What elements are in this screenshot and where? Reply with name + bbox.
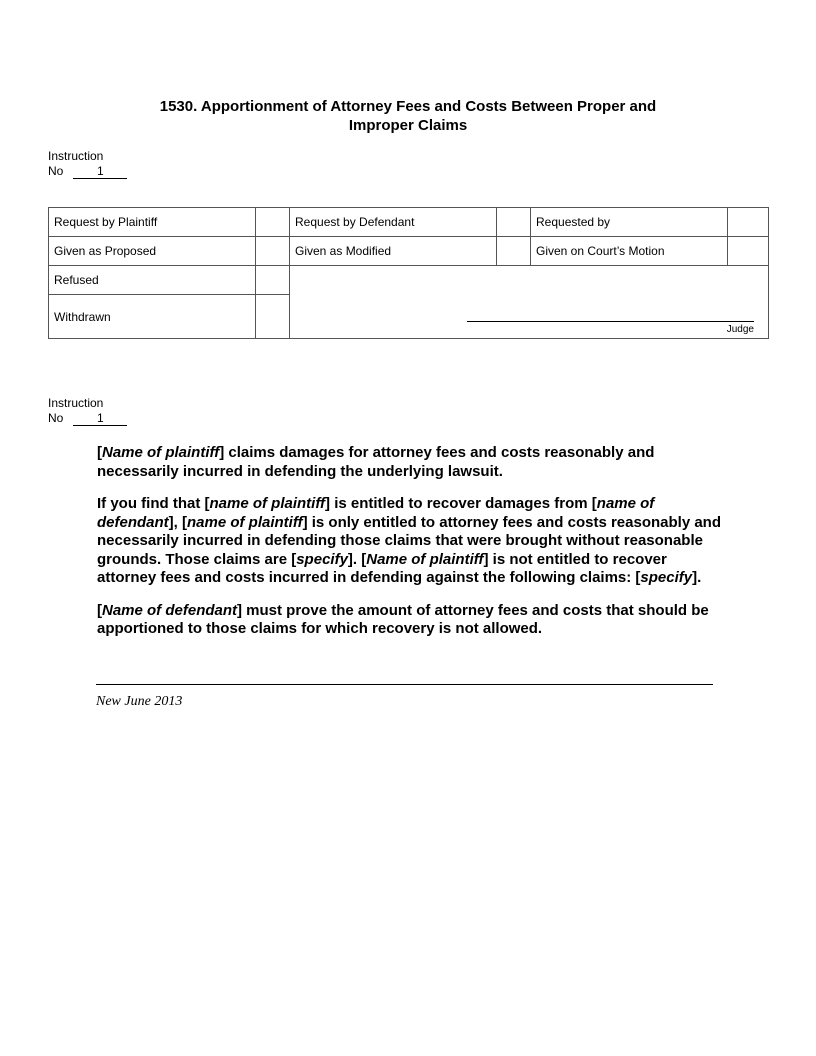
withdrawn-label: Withdrawn <box>49 295 256 339</box>
table-row <box>49 208 769 237</box>
instruction-number-bottom <box>48 396 127 426</box>
page-title <box>140 97 676 135</box>
instruction-number-field[interactable]: 1 <box>73 412 127 426</box>
instruction-label: Instruction <box>48 149 104 163</box>
request-by-plaintiff-checkbox[interactable] <box>256 208 290 237</box>
history-note: New June 2013 <box>96 694 183 709</box>
given-on-courts-motion-label: Given on Court’s Motion <box>531 237 728 266</box>
refused-label: Refused <box>49 266 256 295</box>
paragraph-2: If you find that [name of plaintiff] is entitled to recover damages from [name of defendant], [name of plaintiff] is only entitled to attorney fees and costs reasonably and necessarily incurred in defending those claims that were brought without reasonable grounds. Those claims are [specify]. [Name of plaintiff] is not entitled to recover attorney fees and costs incurred in defending against the following claims: [specify]. <box>97 495 721 586</box>
withdrawn-checkbox[interactable] <box>256 295 290 339</box>
instruction-number-top <box>48 149 127 179</box>
placeholder-text: name of plaintiff <box>209 495 326 512</box>
paragraph-1: [Name of plaintiff] claims damages for attorney fees and costs reasonably and necessarily incurred in defending the underlying lawsuit. <box>97 444 655 480</box>
given-as-proposed-label: Given as Proposed <box>49 237 256 266</box>
request-by-defendant-label: Request by Defendant <box>290 208 497 237</box>
given-as-modified-label: Given as Modified <box>290 237 497 266</box>
no-label: No <box>48 164 64 178</box>
refused-checkbox[interactable] <box>256 266 290 295</box>
given-as-modified-checkbox[interactable] <box>497 237 531 266</box>
section-divider <box>96 684 713 685</box>
instruction-body <box>97 444 722 653</box>
placeholder-text: Name of plaintiff <box>102 444 220 461</box>
instruction-label: Instruction <box>48 396 104 410</box>
paragraph-3: [Name of defendant] must prove the amount of attorney fees and costs that should be apportioned to those claims for which recovery is not allowed. <box>97 601 709 637</box>
judge-signature-area <box>290 266 769 339</box>
requested-by-label: Requested by <box>531 208 728 237</box>
title-line-1: 1530. Apportionment of Attorney Fees and Costs Between Proper and <box>159 98 657 115</box>
no-label: No <box>48 411 64 425</box>
placeholder-text: name of plaintiff <box>187 513 303 531</box>
request-by-plaintiff-label: Request by Plaintiff <box>49 208 256 237</box>
judge-signature-line[interactable] <box>467 321 754 322</box>
table-row <box>49 266 769 295</box>
table-row <box>49 237 769 266</box>
request-by-defendant-checkbox[interactable] <box>497 208 531 237</box>
placeholder-text: specify <box>296 550 348 568</box>
placeholder-text: name of defendant <box>97 495 655 531</box>
given-as-proposed-checkbox[interactable] <box>256 237 290 266</box>
requested-by-checkbox[interactable] <box>728 208 769 237</box>
placeholder-text: Name of defendant <box>102 601 238 619</box>
given-on-courts-motion-checkbox[interactable] <box>728 237 769 266</box>
instruction-number-field[interactable]: 1 <box>73 165 127 179</box>
placeholder-text: Name of plaintiff <box>366 550 484 568</box>
placeholder-text: specify <box>640 569 693 586</box>
disposition-table <box>48 207 769 339</box>
judge-label: Judge <box>726 324 754 335</box>
title-line-2: Improper Claims <box>348 117 468 134</box>
